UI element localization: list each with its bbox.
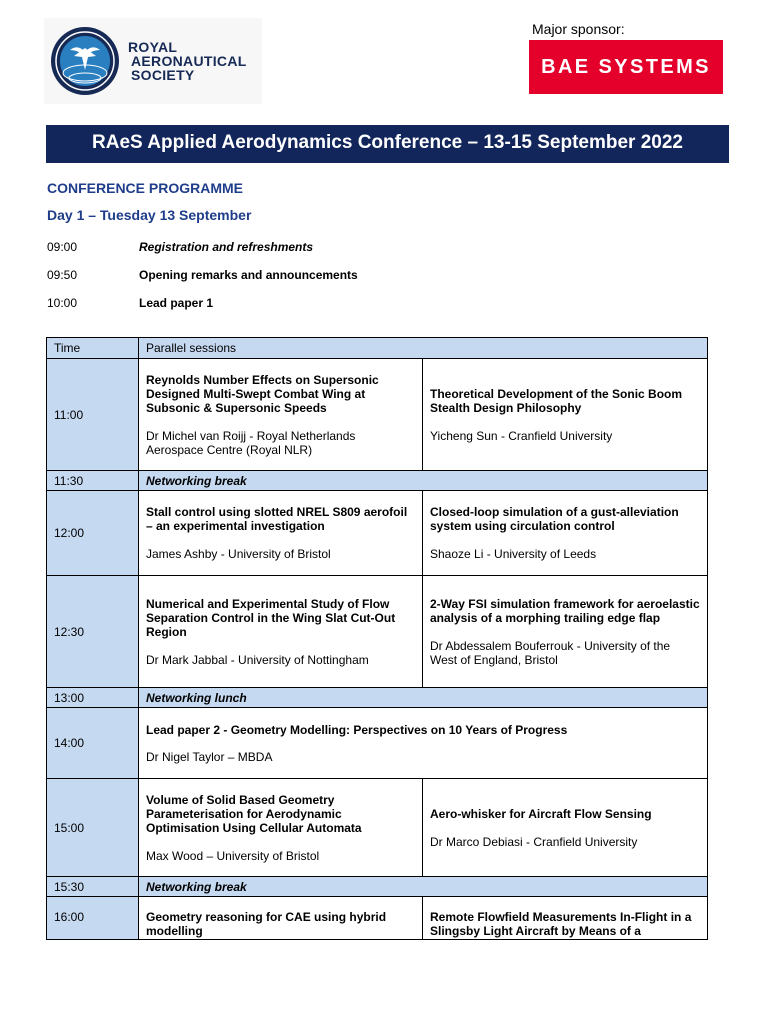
row-time: 15:00	[47, 779, 139, 877]
session-cell	[423, 779, 708, 877]
paper-author: Dr Nigel Taylor – MBDA	[146, 749, 273, 764]
paper-title: Remote Flowfield Measurements In-Flight in a Slingsby Light Aircraft by Means of a	[430, 910, 692, 938]
row-time: 16:00	[47, 897, 139, 940]
session-cell	[423, 897, 708, 940]
schedule-time: 09:00	[47, 240, 78, 254]
row-time: 15:30	[47, 877, 139, 897]
raes-emblem-icon	[50, 26, 120, 96]
session-cell	[139, 897, 423, 940]
session-cell-wide	[139, 708, 708, 779]
paper-title: Volume of Solid Based Geometry Parameterisation for Aerodynamic Optimisation Using Cellular Automata	[146, 792, 362, 835]
table-row	[47, 708, 708, 779]
raes-logo	[44, 18, 262, 104]
break-row	[47, 688, 708, 708]
paper-title: Geometry reasoning for CAE using hybrid modelling	[146, 910, 387, 938]
paper-author: Dr Abdessalem Bouferrouk - University of the West of England, Bristol	[430, 638, 671, 667]
paper-title: Stall control using slotted NREL S809 aerofoil – an experimental investigation	[146, 505, 408, 533]
schedule-time: 10:00	[47, 296, 78, 310]
schedule-text: Lead paper 1	[139, 296, 214, 310]
logo-line-1: ROYAL	[128, 39, 178, 55]
paper-title: 2-Way FSI simulation framework for aeroelastic analysis of a morphing trailing edge flap	[430, 596, 700, 625]
paper-author: James Ashby - University of Bristol	[146, 547, 331, 561]
sponsor-logo: BAE SYSTEMS	[529, 40, 723, 94]
logo-line-2: AERONAUTICAL	[131, 53, 247, 69]
table-row	[47, 491, 708, 576]
conference-banner: RAeS Applied Aerodynamics Conference – 13-15 September 2022	[46, 125, 729, 163]
day-title: Day 1 – Tuesday 13 September	[47, 207, 252, 223]
programme-title: CONFERENCE PROGRAMME	[47, 180, 244, 196]
paper-title: Aero-whisker for Aircraft Flow Sensing	[430, 806, 652, 821]
session-cell	[423, 491, 708, 576]
session-cell	[423, 576, 708, 688]
break-label: Networking break	[139, 877, 708, 897]
schedule-text: Opening remarks and announcements	[139, 268, 358, 282]
row-time: 13:00	[47, 688, 139, 708]
break-row	[47, 471, 708, 491]
sponsor-label: Major sponsor:	[532, 21, 625, 37]
session-cell	[139, 576, 423, 688]
paper-title: Numerical and Experimental Study of Flow Separation Control in the Wing Slat Cut-Out Region	[146, 596, 396, 639]
table-row	[47, 897, 708, 940]
schedule-time: 09:50	[47, 268, 78, 282]
session-cell	[423, 359, 708, 471]
header-sessions: Parallel sessions	[139, 338, 708, 359]
paper-author: Max Wood – University of Bristol	[146, 848, 320, 863]
paper-title: Closed-loop simulation of a gust-alleviation system using circulation control	[430, 505, 679, 533]
schedule-text: Registration and refreshments	[139, 240, 314, 254]
paper-title: Reynolds Number Effects on Supersonic Designed Multi-Swept Combat Wing at Subsonic & Supersonic Speeds	[146, 372, 379, 415]
table-header-row	[47, 338, 708, 359]
table-row	[47, 576, 708, 688]
paper-title: Theoretical Development of the Sonic Boom Stealth Design Philosophy	[430, 386, 683, 415]
row-time: 12:30	[47, 576, 139, 688]
session-cell	[139, 359, 423, 471]
paper-author: Dr Marco Debiasi - Cranfield University	[430, 834, 638, 849]
break-label: Networking break	[139, 471, 708, 491]
paper-author: Yicheng Sun - Cranfield University	[430, 428, 613, 443]
row-time: 12:00	[47, 491, 139, 576]
parallel-sessions-table	[46, 337, 708, 940]
paper-title: Lead paper 2 - Geometry Modelling: Perspectives on 10 Years of Progress	[146, 722, 568, 737]
row-time: 11:30	[47, 471, 139, 491]
paper-author: Dr Mark Jabbal - University of Nottingham	[146, 652, 369, 667]
session-cell	[139, 779, 423, 877]
break-label: Networking lunch	[139, 688, 708, 708]
table-row	[47, 779, 708, 877]
row-time: 14:00	[47, 708, 139, 779]
session-cell	[139, 491, 423, 576]
paper-author: Dr Michel van Roijj - Royal Netherlands Aerospace Centre (Royal NLR)	[146, 428, 356, 457]
header-time: Time	[47, 338, 139, 359]
table-row	[47, 359, 708, 471]
logo-line-3: SOCIETY	[131, 67, 195, 83]
row-time: 11:00	[47, 359, 139, 471]
paper-author: Shaoze Li - University of Leeds	[430, 547, 597, 561]
break-row	[47, 877, 708, 897]
logo-wordmark	[128, 40, 247, 82]
